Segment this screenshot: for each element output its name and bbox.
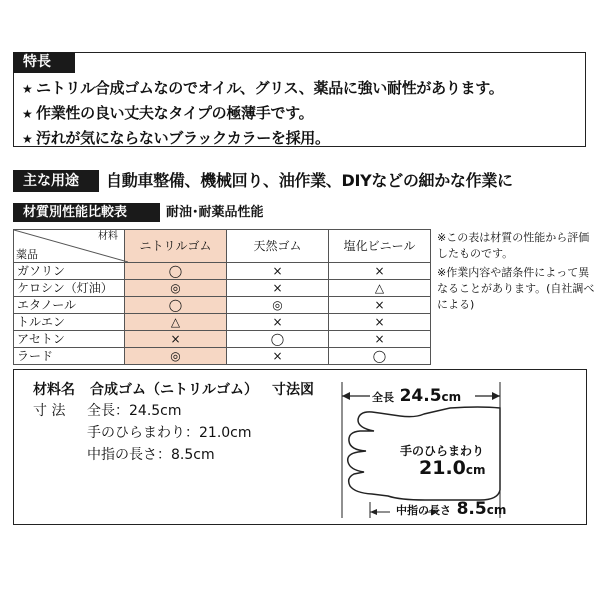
chemical-name: アセトン xyxy=(14,331,125,348)
rating-mark: ◯ xyxy=(125,263,227,280)
table-row xyxy=(14,348,431,365)
features-list xyxy=(22,76,503,151)
rating-mark: ◯ xyxy=(227,331,329,348)
middle-finger-length: 中指の長さ：8.5cm xyxy=(87,447,215,463)
table-header-row xyxy=(14,230,431,263)
rating-mark: ◎ xyxy=(227,297,329,314)
chemical-name: ラード xyxy=(14,348,125,365)
rating-mark: × xyxy=(329,263,431,280)
star-icon: ★ xyxy=(22,82,33,96)
arrowhead-icon xyxy=(370,509,377,515)
diagram-finger-label: 中指の長さ 8.5cm xyxy=(396,499,507,519)
column-header-nitrile: ニトリルゴム xyxy=(125,230,227,263)
feature-item: ★ 作業性の良い丈夫なタイプの極薄手です。 xyxy=(22,101,503,126)
rating-mark: ◎ xyxy=(125,280,227,297)
star-icon: ★ xyxy=(22,107,33,121)
rating-mark: × xyxy=(329,314,431,331)
diagram-label: 寸法図 xyxy=(272,382,314,398)
feature-item: ★ ニトリル合成ゴムなのでオイル、グリス、薬品に強い耐性があります。 xyxy=(22,76,503,101)
total-length: 全長：24.5cm xyxy=(87,403,182,419)
usage-text: 自動車整備、機械回り、油作業、DIYなどの細かな作業に xyxy=(106,171,513,190)
comparison-subtitle: 耐油･耐薬品性能 xyxy=(166,205,264,220)
rating-mark: ◯ xyxy=(125,297,227,314)
palm-circumference: 手のひらまわり：21.0cm xyxy=(87,425,252,441)
note-text: ※この表は材質の性能から評価したものです。 xyxy=(437,231,590,260)
usage-tag: 主な用途 xyxy=(13,170,99,192)
column-header-natural: 天然ゴム xyxy=(227,230,329,263)
table-corner-cell xyxy=(14,230,125,263)
rating-mark: △ xyxy=(329,280,431,297)
note-text: ※作業内容や諸条件によって異なることがあります。(自社調べによる) xyxy=(437,266,595,311)
feature-item: ★ 汚れが気にならないブラックカラーを採用。 xyxy=(22,126,503,151)
rating-mark: × xyxy=(227,314,329,331)
table-row xyxy=(14,331,431,348)
diagram-total-label: 全長 24.5cm xyxy=(372,386,462,406)
rating-mark: × xyxy=(227,263,329,280)
table-row xyxy=(14,280,431,297)
table-row xyxy=(14,263,431,280)
chemical-name: エタノール xyxy=(14,297,125,314)
corner-chemical-label: 薬品 xyxy=(16,248,38,261)
rating-mark: △ xyxy=(125,314,227,331)
chemical-name: ケロシン（灯油） xyxy=(14,280,125,297)
table-notes xyxy=(437,230,597,316)
chemical-name: ガソリン xyxy=(14,263,125,280)
rating-mark: × xyxy=(227,348,329,365)
material-value: 合成ゴム（ニトリルゴム） xyxy=(90,382,258,398)
size-label: 寸 法 xyxy=(33,403,66,419)
arrowhead-icon xyxy=(342,392,350,400)
comparison-tag: 材質別性能比較表 xyxy=(13,203,160,222)
rating-mark: × xyxy=(329,297,431,314)
rating-mark: ◯ xyxy=(329,348,431,365)
rating-mark: ◎ xyxy=(125,348,227,365)
rating-mark: × xyxy=(227,280,329,297)
diagram-palm-value: 21.0cm xyxy=(419,457,486,479)
diagram-palm-label: 手のひらまわり xyxy=(400,444,485,458)
column-header-pvc: 塩化ビニール xyxy=(329,230,431,263)
corner-material-label: 材料 xyxy=(98,231,118,242)
chemical-name: トルエン xyxy=(14,314,125,331)
features-tag: 特長 xyxy=(13,52,75,73)
table-row xyxy=(14,314,431,331)
rating-mark: × xyxy=(125,331,227,348)
rating-mark: × xyxy=(329,331,431,348)
table-row xyxy=(14,297,431,314)
material-label: 材料名 xyxy=(33,382,75,398)
comparison-table xyxy=(13,229,431,365)
star-icon: ★ xyxy=(22,132,33,146)
arrowhead-icon xyxy=(492,392,500,400)
